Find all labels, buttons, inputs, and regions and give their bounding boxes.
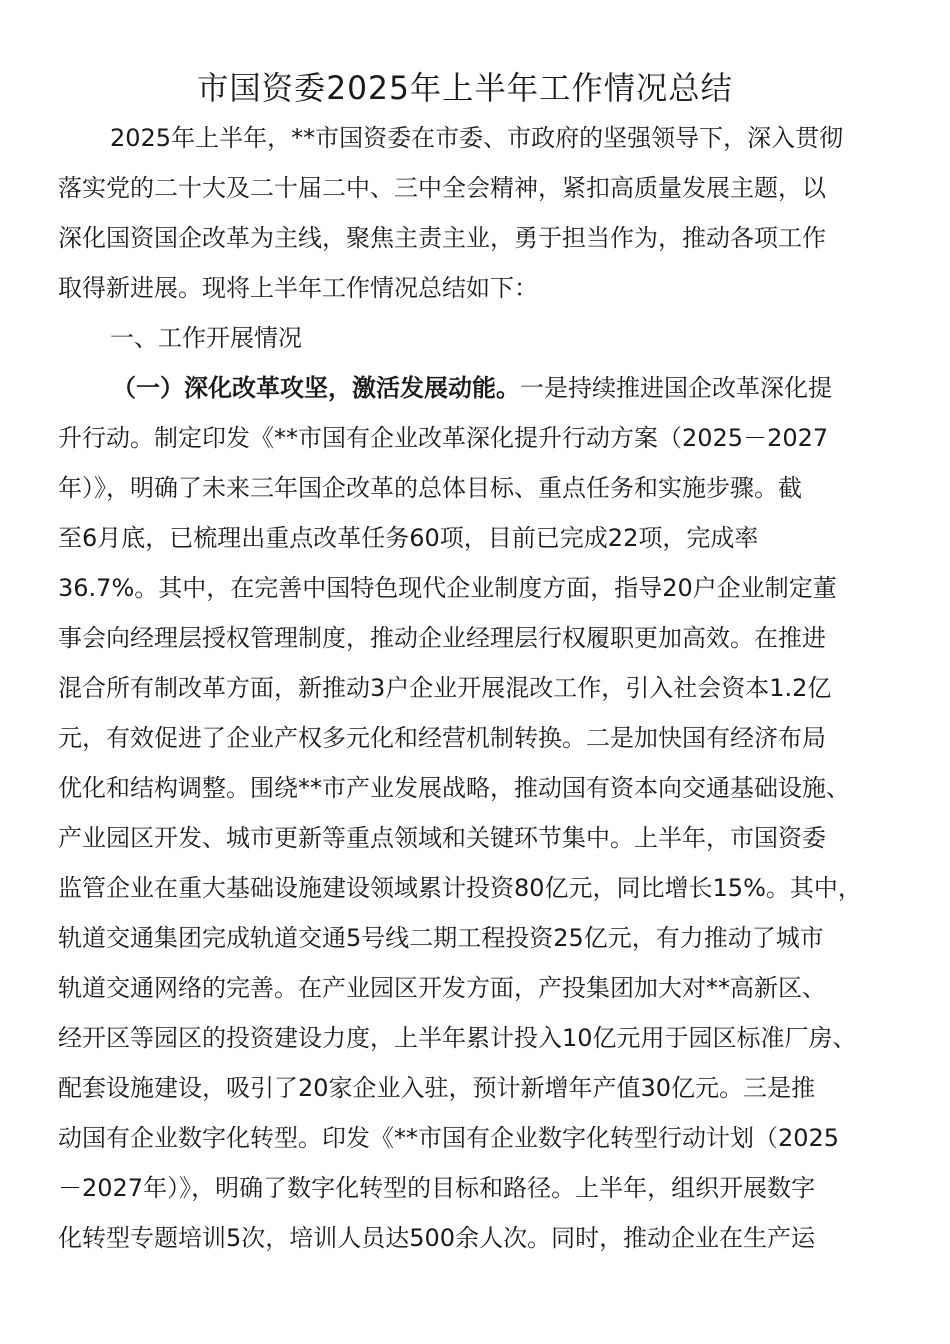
- paragraph-line: 36.7%。其中，在完善中国特色现代企业制度方面，指导20户企业制定董: [58, 574, 837, 602]
- paragraph-line: 年）》，明确了未来三年国企改革的总体目标、重点任务和实施步骤。截: [58, 474, 802, 502]
- paragraph-line: 元，有效促进了企业产权多元化和经营机制转换。二是加快国有经济布局: [58, 724, 826, 752]
- paragraph-line: 产业园区开发、城市更新等重点领域和关键环节集中。上半年，市国资委: [58, 824, 826, 852]
- paragraph-line: 轨道交通网络的完善。在产业园区开发方面，产投集团加大对**高新区、: [58, 974, 826, 1002]
- paragraph-line: －2027年）》，明确了数字化转型的目标和路径。上半年，组织开展数字: [58, 1174, 816, 1202]
- paragraph-text: 一是持续推进国企改革深化提: [520, 374, 832, 402]
- paragraph-line: 配套设施建设，吸引了20家企业入驻，预计新增年产值30亿元。三是推: [58, 1074, 816, 1102]
- subsection-heading: （一）深化改革攻坚，激活发展动能。: [112, 374, 520, 402]
- document-title: 市国资委2025年上半年工作情况总结: [197, 69, 733, 107]
- section-heading: 一、工作开展情况: [110, 324, 302, 352]
- paragraph-line: 经开区等园区的投资建设力度，上半年累计投入10亿元用于园区标准厂房、: [58, 1024, 857, 1052]
- subsection-first-line: [112, 372, 832, 404]
- paragraph-line: 化转型专题培训5次，培训人员达500余人次。同时，推动企业在生产运: [58, 1224, 816, 1252]
- paragraph-line: 混合所有制改革方面，新推动3户企业开展混改工作，引入社会资本1.2亿: [58, 674, 832, 702]
- paragraph-line: 升行动。制定印发《**市国有企业改革深化提升行动方案（2025－2027: [58, 424, 829, 452]
- paragraph-line: 2025年上半年，**市国资委在市委、市政府的坚强领导下，深入贯彻: [110, 124, 844, 152]
- paragraph-line: 监管企业在重大基础设施建设领域累计投资80亿元，同比增长15%。其中，: [58, 874, 862, 902]
- paragraph-line: 轨道交通集团完成轨道交通5号线二期工程投资25亿元，有力推动了城市: [58, 924, 824, 952]
- paragraph-line: 落实党的二十大及二十届二中、三中全会精神，紧扣高质量发展主题，以: [58, 174, 826, 202]
- paragraph-line: 深化国资国企改革为主线，聚焦主责主业，勇于担当作为，推动各项工作: [58, 224, 826, 252]
- paragraph-line: 取得新进展。现将上半年工作情况总结如下：: [58, 274, 538, 302]
- paragraph-line: 优化和结构调整。围绕**市产业发展战略，推动国有资本向交通基础设施、: [58, 774, 850, 802]
- paragraph-line: 至6月底，已梳理出重点改革任务60项，目前已完成22项，完成率: [58, 524, 759, 552]
- paragraph-line: 动国有企业数字化转型。印发《**市国有企业数字化转型行动计划（2025: [58, 1124, 840, 1152]
- paragraph-line: 事会向经理层授权管理制度，推动企业经理层行权履职更加高效。在推进: [58, 624, 826, 652]
